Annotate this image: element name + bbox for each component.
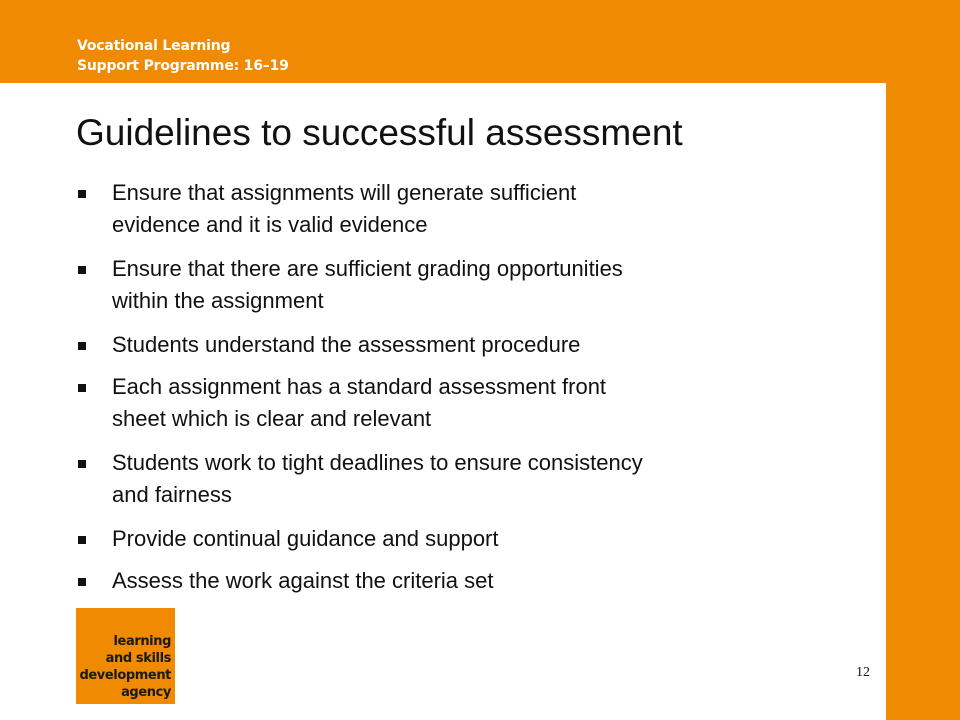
bullet-text-line-2: and fairness bbox=[112, 482, 232, 507]
bullet-text-line-2: sheet which is clear and relevant bbox=[112, 406, 432, 431]
square-bullet-icon bbox=[78, 190, 86, 198]
bullet-text-line-1: Ensure that assignments will generate sufficient bbox=[112, 180, 577, 205]
square-bullet-icon bbox=[78, 460, 86, 468]
square-bullet-icon bbox=[78, 384, 86, 392]
programme-title-line-1: Vocational Learning bbox=[77, 38, 231, 54]
bullet-text-line-2: evidence and it is valid evidence bbox=[112, 212, 428, 237]
square-bullet-icon bbox=[78, 536, 86, 544]
programme-title-line-2: Support Programme: 16–19 bbox=[77, 58, 289, 74]
bullet-text-line-1: Each assignment has a standard assessment front bbox=[112, 374, 607, 399]
lsda-logo bbox=[76, 608, 175, 704]
bullet-text-line-2: within the assignment bbox=[112, 288, 324, 313]
square-bullet-icon bbox=[78, 578, 86, 586]
bullet-item bbox=[76, 447, 866, 511]
right-orange-stripe bbox=[886, 83, 960, 720]
bullet-item bbox=[76, 253, 866, 317]
page-number: 12 bbox=[856, 665, 870, 680]
bullet-text-line-1: Students understand the assessment procedure bbox=[112, 332, 581, 357]
bullet-text-line-1: Students work to tight deadlines to ensure consistency bbox=[112, 450, 643, 475]
bullet-item bbox=[76, 565, 866, 597]
lsda-logo-line-4: agency bbox=[121, 685, 171, 700]
programme-title bbox=[77, 36, 289, 76]
bullet-text-line-1: Assess the work against the criteria set bbox=[112, 568, 494, 593]
bullet-item bbox=[76, 371, 866, 435]
header-band bbox=[0, 0, 960, 83]
square-bullet-icon bbox=[78, 342, 86, 350]
slide-title: Guidelines to successful assessment bbox=[76, 112, 683, 153]
lsda-logo-line-3: development bbox=[79, 668, 171, 683]
square-bullet-icon bbox=[78, 266, 86, 274]
bullet-item bbox=[76, 329, 866, 361]
lsda-logo-line-2: and skills bbox=[105, 651, 171, 666]
lsda-logo-line-1: learning bbox=[113, 634, 171, 649]
lsda-logo-text bbox=[79, 633, 171, 701]
bullet-text-line-1: Ensure that there are sufficient grading opportunities bbox=[112, 256, 623, 281]
bullet-item bbox=[76, 177, 866, 241]
bullet-text-line-1: Provide continual guidance and support bbox=[112, 526, 499, 551]
bullet-list bbox=[76, 177, 866, 597]
bullet-item bbox=[76, 523, 866, 555]
